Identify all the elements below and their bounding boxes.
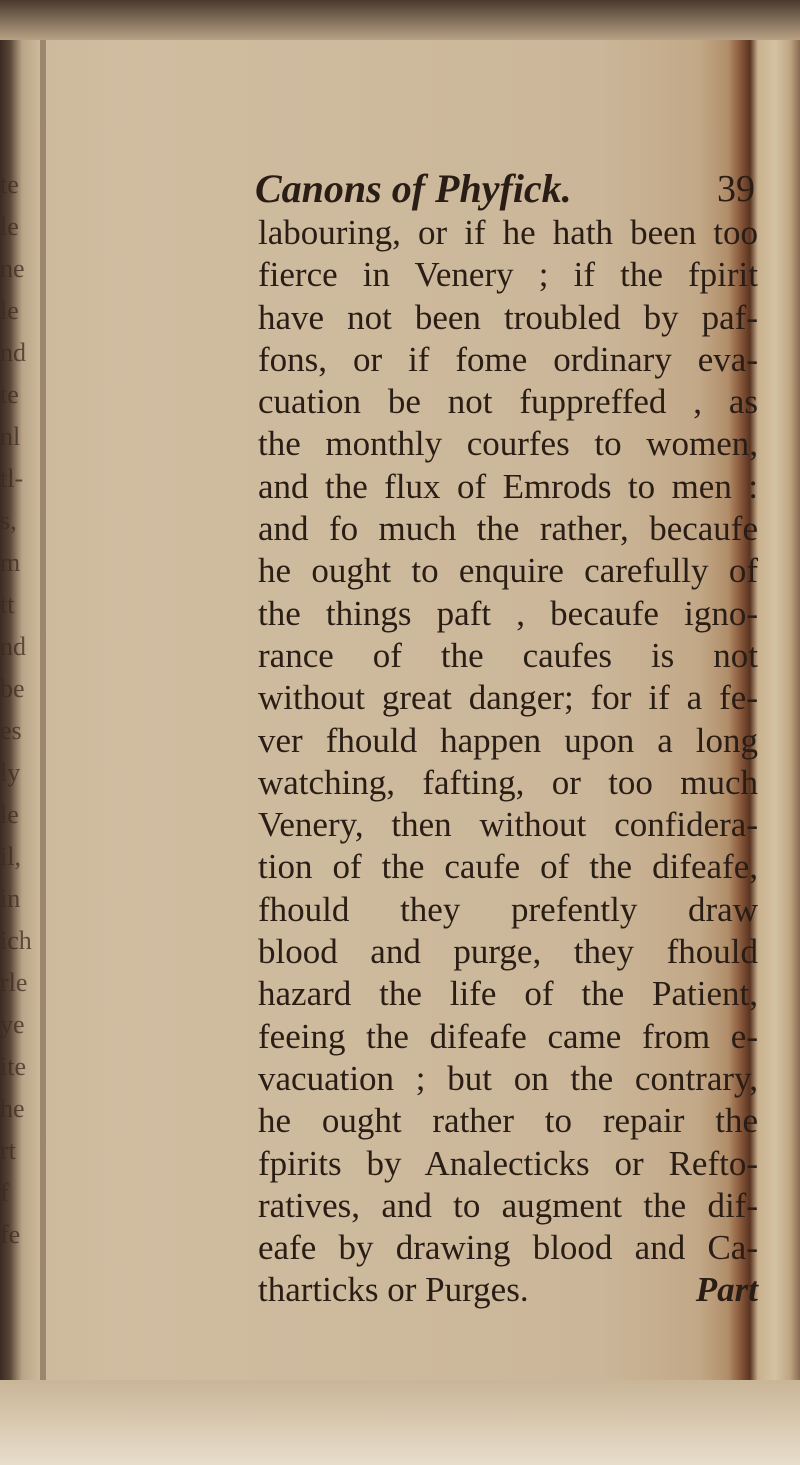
text-line-content: labouring, or if he hath been too xyxy=(258,213,758,252)
text-line xyxy=(258,1227,758,1269)
text-line xyxy=(258,381,758,423)
text-line xyxy=(258,1185,758,1227)
facing-page-line-fragment: tl- xyxy=(0,464,24,493)
facing-page-line-fragment: fe xyxy=(0,1220,21,1249)
text-line xyxy=(258,254,758,296)
text-line-content: vacuation ; but on the contrary, xyxy=(258,1058,758,1098)
text-line xyxy=(258,804,758,846)
text-line-content: the things paft , becaufe igno- xyxy=(258,593,758,633)
page-header xyxy=(255,165,755,215)
text-line xyxy=(258,931,758,973)
facing-page-line-fragment: f xyxy=(0,1178,9,1207)
text-line xyxy=(258,762,758,804)
text-line xyxy=(258,1143,758,1185)
text-line-content: ratives, and to augment the dif- xyxy=(258,1185,758,1225)
facing-page-line-fragment: in xyxy=(0,884,21,913)
text-line xyxy=(258,297,758,339)
text-line xyxy=(258,466,758,508)
facing-page-line-fragment: m xyxy=(0,548,21,577)
facing-page-line-fragment: nl xyxy=(0,422,21,451)
facing-page-line-fragment: il, xyxy=(0,842,21,871)
facing-page-line-fragment: s, xyxy=(0,506,17,535)
facing-page-line-fragment: es xyxy=(0,716,22,745)
facing-page-line-fragment: rt xyxy=(0,1136,16,1165)
text-line-content: cuation be not fuppreffed , as xyxy=(258,382,758,422)
text-line xyxy=(258,677,758,719)
facing-page-line-fragment: ich xyxy=(0,926,32,955)
facing-page-line-fragment: le xyxy=(0,800,19,829)
text-line-content: hazard the life of the Patient, xyxy=(258,974,758,1014)
facing-page-line-fragment: he xyxy=(0,1094,25,1123)
text-line xyxy=(258,508,758,550)
text-line-content: ver fhould happen upon a long xyxy=(258,720,758,760)
scan-bottom-edge xyxy=(0,1380,800,1465)
text-line-content: and fo much the rather, becaufe xyxy=(258,509,758,549)
facing-page-line-fragment: ly xyxy=(0,758,21,787)
text-line xyxy=(258,1269,758,1311)
text-line-content: fpirits by Analecticks or Refto- xyxy=(258,1143,758,1183)
page-body-text xyxy=(258,212,758,1312)
text-line-content: he ought to enquire carefully of xyxy=(258,551,758,591)
facing-page-line-fragment: te xyxy=(0,170,19,199)
page-number: 39 xyxy=(717,168,755,210)
text-line-content: fierce in Venery ; if the fpirit xyxy=(258,255,758,295)
facing-page-line-fragment: ite xyxy=(0,1052,26,1081)
facing-page-line-fragment: be xyxy=(0,674,25,703)
text-line xyxy=(258,846,758,888)
facing-page-line-fragment: le xyxy=(0,212,19,241)
facing-page-fragment xyxy=(0,170,40,1262)
text-line-content: rance of the caufes is not xyxy=(258,635,758,675)
text-line xyxy=(258,339,758,381)
text-line-content: watching, fafting, or too much xyxy=(258,762,758,802)
text-line xyxy=(258,635,758,677)
text-line-content: eafe by drawing blood and Ca- xyxy=(258,1228,758,1268)
running-title: Canons of Phyfick. xyxy=(255,166,572,211)
text-line-content: fons, or if fome ordinary eva- xyxy=(258,339,758,379)
text-line-content: tharticks or Purges. xyxy=(258,1270,529,1310)
facing-page-line-fragment: te xyxy=(0,380,19,409)
facing-page-line-fragment: ye xyxy=(0,1010,25,1039)
facing-page-line-fragment: le xyxy=(0,296,19,325)
text-line xyxy=(258,889,758,931)
text-line xyxy=(258,1016,758,1058)
facing-page-line-fragment: nd xyxy=(0,632,26,661)
facing-page-line-fragment: ne xyxy=(0,254,25,283)
text-line xyxy=(258,593,758,635)
text-line-content: without great danger; for if a fe- xyxy=(258,678,758,718)
text-line-content: blood and purge, they fhould xyxy=(258,932,758,972)
text-line-content: Venery, then without confidera- xyxy=(258,805,758,845)
text-line xyxy=(258,550,758,592)
text-line-content: feeing the difeafe came from e- xyxy=(258,1016,758,1056)
text-line xyxy=(258,1100,758,1142)
scan-top-edge xyxy=(0,0,800,40)
text-line-content: tion of the caufe of the difeafe, xyxy=(258,847,758,887)
page-gutter xyxy=(40,40,46,1380)
facing-page-line-fragment: nd xyxy=(0,338,26,367)
text-line xyxy=(258,720,758,762)
facing-page-line-fragment: tt xyxy=(0,590,15,619)
text-line xyxy=(258,1058,758,1100)
text-line-content: fhould they prefently draw xyxy=(258,889,758,929)
facing-page-line-fragment: rle xyxy=(0,968,28,997)
catchword: Part xyxy=(695,1270,758,1310)
text-line xyxy=(258,212,758,254)
text-line xyxy=(258,423,758,465)
text-line-content: have not been troubled by paf- xyxy=(258,297,758,337)
text-line-content: and the flux of Emrods to men : xyxy=(258,466,758,506)
text-line-content: he ought rather to repair the xyxy=(258,1101,758,1141)
text-line-content: the monthly courfes to women, xyxy=(258,424,758,464)
text-line xyxy=(258,973,758,1015)
